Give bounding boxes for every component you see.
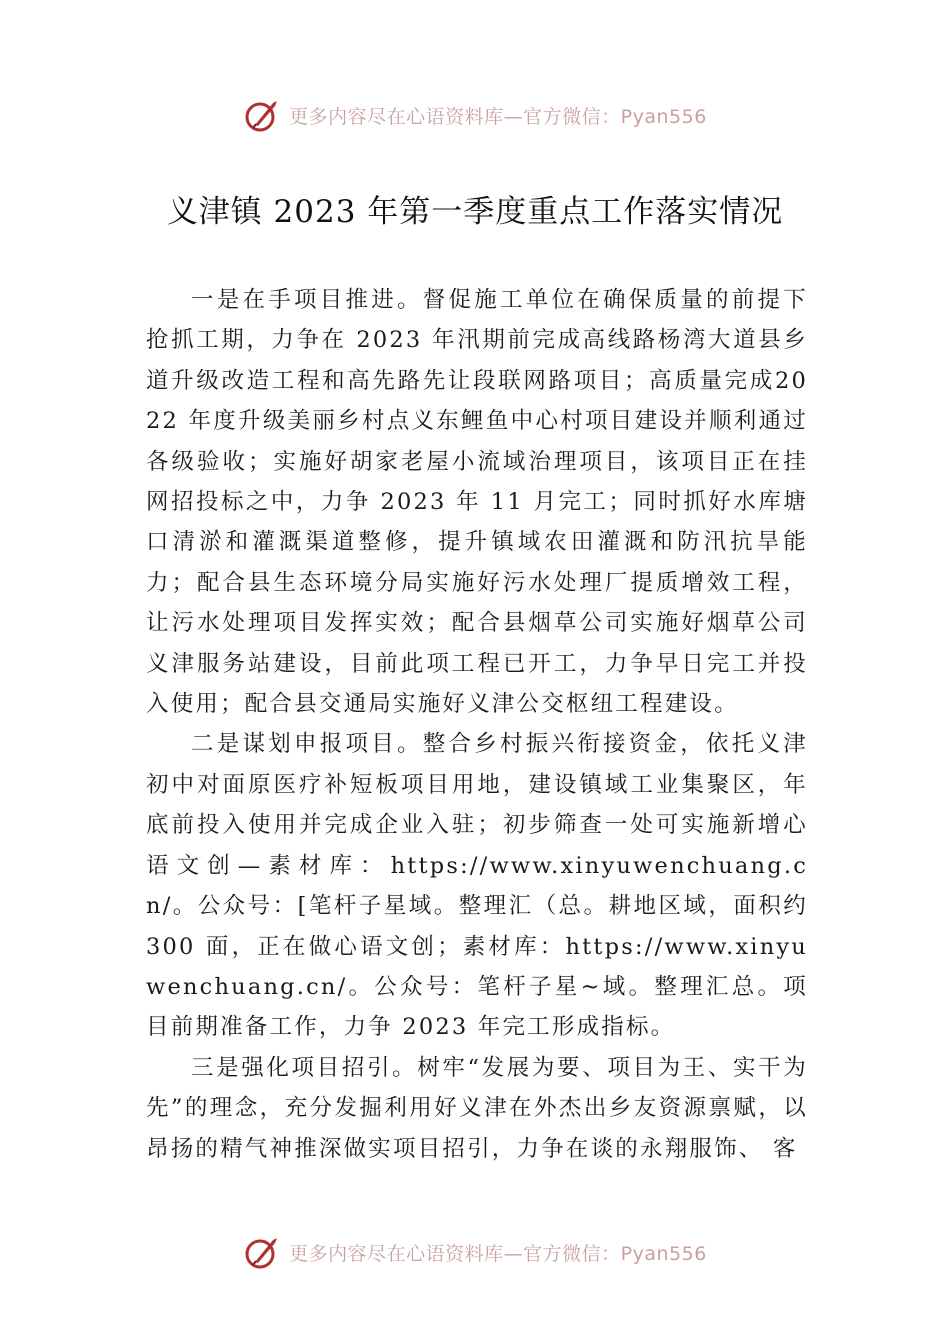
- document-title: 义津镇 2023 年第一季度重点工作落实情况: [166, 194, 784, 230]
- paragraph-3: 三是强化项目招引。树牢“发展为要、项目为王、实干为先”的理念，充分发掘利用好义津在外杰出乡友资源禀赋，以昂扬的精气神推深做实项目招引，力争在谈的永翔服饰、 客: [146, 1054, 808, 1162]
- quill-pen-logo-icon: [243, 95, 283, 135]
- footer-banner: [0, 1230, 950, 1274]
- paragraph-2: 二是谋划申报项目。整合乡村振兴衔接资金，依托义津初中对面原医疗补短板项目用地，建设镇域工业集聚区，年底前投入使用并完成企业入驻；初步筛查一处可实施新增心语文创—素材库：https://www.xinyuwenchuang.cn/。公众号：[笔杆子星域。整理汇（总。耕地区域，面积约 300 面，正在做心语文创；素材库：https://www.xinyuwenchuang.cn/。公众号：笔杆子星~域。整理汇总。项目前期准备工作，力争 2023 年完工形成指标。: [146, 731, 808, 1041]
- header-banner: [0, 93, 950, 137]
- quill-pen-logo-icon: [243, 1232, 283, 1272]
- paragraph-1: 一是在手项目推进。督促施工单位在确保质量的前提下抢抓工期，力争在 2023 年汛期前完成高线路杨湾大道县乡道升级改造工程和高先路先让段联网路项目；高质量完成2022 年度升级美丽乡村点义东鲤鱼中心村项目建设并顺利通过各级验收；实施好胡家老屋小流域治理项目，该项目正在挂网招投标之中，力争 2023 年 11 月完工；同时抓好水库塘口清淤和灌溉渠道整修，提升镇域农田灌溉和防汛抗旱能力；配合县生态环境分局实施好污水处理厂提质增效工程， 让污水处理项目发挥实效；配合县烟草公司实施好烟草公司义津服务站建设，目前此项工程已开工，力争早日完工并投入使用；配合县交通局实施好义津公交枢纽工程建设。: [146, 287, 808, 718]
- document-body: [146, 280, 808, 1169]
- footer-banner-text: 更多内容尽在心语资料库—官方微信：Pyan556: [289, 1242, 707, 1265]
- header-banner-text: 更多内容尽在心语资料库—官方微信：Pyan556: [289, 105, 707, 128]
